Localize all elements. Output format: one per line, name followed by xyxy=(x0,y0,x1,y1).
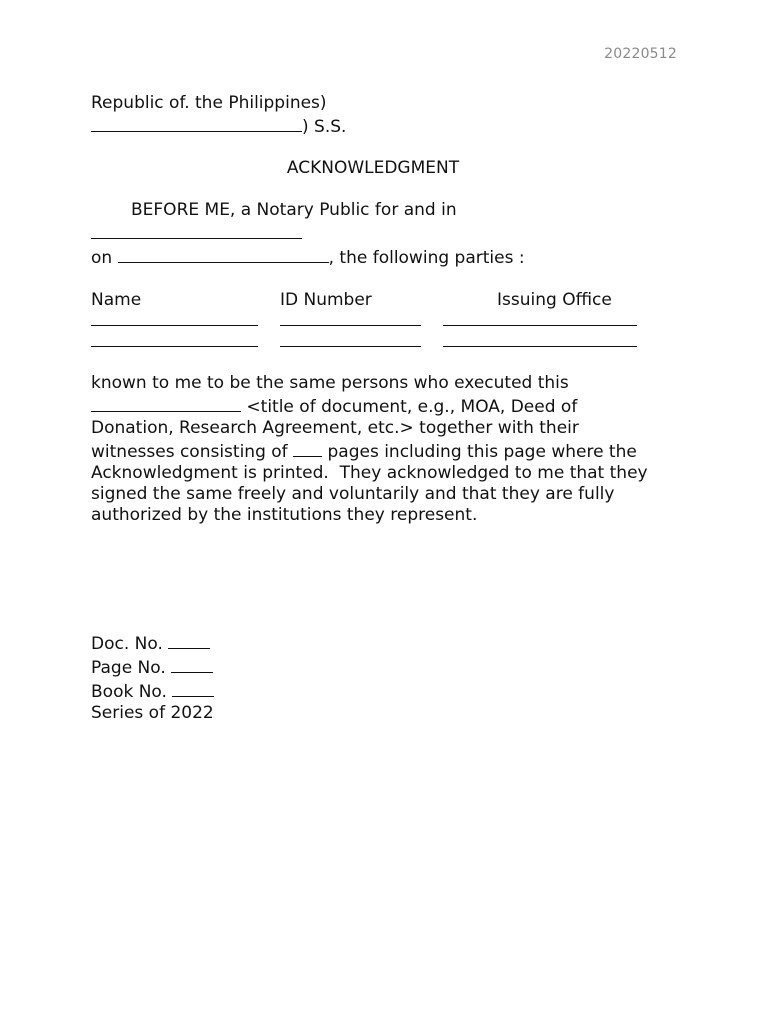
page-no-line xyxy=(91,655,681,679)
place-blank xyxy=(91,221,302,239)
book-no-line xyxy=(91,679,681,703)
page-no-label: Page No. xyxy=(91,658,172,678)
party-name-blank xyxy=(91,330,258,347)
header-issuing-office: Issuing Office xyxy=(497,290,612,310)
date-line xyxy=(91,245,681,269)
party-office-blank xyxy=(443,330,637,347)
page-no-blank xyxy=(171,655,213,673)
pages-count-blank xyxy=(293,439,322,457)
venue-ss: ) S.S. xyxy=(302,117,347,137)
acknowledgment-body xyxy=(91,93,681,724)
party-id-blank xyxy=(280,309,421,326)
body-line-4-prefix: witnesses consisting of xyxy=(91,442,294,462)
body-line-6: signed the same freely and voluntarily and that they are fully xyxy=(91,484,615,504)
body-line-1: known to me to be the same persons who executed this xyxy=(91,373,569,393)
party-row xyxy=(91,330,651,351)
party-name-blank xyxy=(91,309,258,326)
notarial-register xyxy=(91,631,681,724)
header-name: Name xyxy=(91,290,142,310)
venue-line-1: Republic of. the Philippines) xyxy=(91,93,327,113)
execution-paragraph xyxy=(91,373,681,526)
document-id: 20220512 xyxy=(604,46,677,62)
header-id-number: ID Number xyxy=(280,290,372,310)
body-line-5: Acknowledgment is printed. They acknowledged to me that they xyxy=(91,463,648,483)
body-line-4 xyxy=(91,439,681,463)
document-title-blank xyxy=(91,394,241,412)
venue-blank xyxy=(91,114,302,132)
doc-no-line xyxy=(91,631,681,655)
party-office-blank xyxy=(443,309,637,326)
party-id-blank xyxy=(280,330,421,347)
venue-line-2 xyxy=(91,114,681,138)
before-me-line: BEFORE ME, a Notary Public for and in xyxy=(131,200,457,220)
date-suffix: , the following parties : xyxy=(328,248,525,268)
body-line-4-suffix: pages including this page where the xyxy=(322,442,637,462)
body-line-3: Donation, Research Agreement, etc.> together with their xyxy=(91,418,579,438)
body-line-2-text: <title of document, e.g., MOA, Deed of xyxy=(241,397,578,417)
doc-no-label: Doc. No. xyxy=(91,634,169,654)
place-blank-line xyxy=(91,221,681,245)
parties-table xyxy=(91,290,681,356)
book-no-blank xyxy=(172,679,214,697)
party-row xyxy=(91,309,651,330)
date-blank xyxy=(118,245,329,263)
book-no-label: Book No. xyxy=(91,682,173,702)
body-line-2 xyxy=(91,394,681,418)
doc-no-blank xyxy=(168,631,210,649)
date-prefix: on xyxy=(91,248,118,268)
document-title: ACKNOWLEDGMENT xyxy=(286,158,460,178)
series-line: Series of 2022 xyxy=(91,703,214,723)
body-line-7: authorized by the institutions they represent. xyxy=(91,505,478,525)
